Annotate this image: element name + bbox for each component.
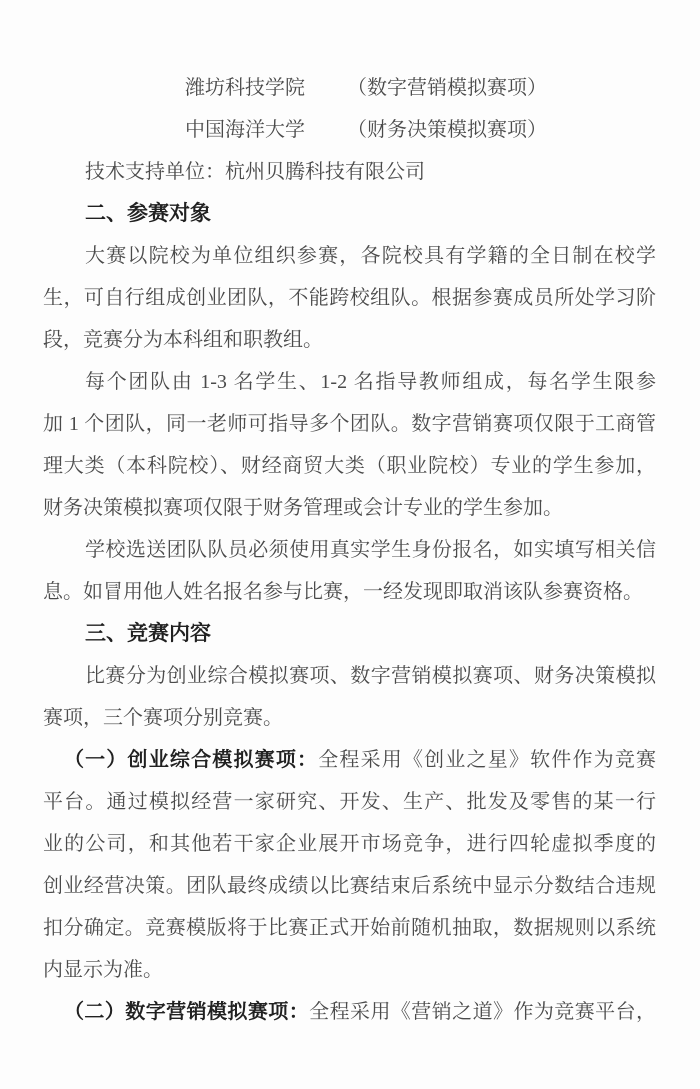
text-line: 大赛以院校为单位组织参赛，各院校具有学籍的全日制在校学 [85, 245, 656, 267]
text-line: 财务决策模拟赛项仅限于财务管理或会计专业的学生参加。 [43, 497, 563, 519]
text-line: 加 1 个团队，同一老师可指导多个团队。数字营销赛项仅限于工商管 [43, 413, 656, 435]
text-line: （二）数字营销模拟赛项：全程采用《营销之道》作为竞赛平台， [64, 1001, 657, 1023]
school-name: 潍坊科技学院 [185, 77, 305, 99]
paragraph [43, 991, 656, 1033]
text-line: 生，可自行组成创业团队，不能跨校组队。根据参赛成员所处学习阶 [43, 287, 656, 309]
paragraph [43, 361, 656, 529]
text-line: 业的公司，和其他若干家企业展开市场竞争，进行四轮虚拟季度的 [43, 833, 656, 855]
text-line: 比赛分为创业综合模拟赛项、数字营销模拟赛项、财务决策模拟 [85, 665, 656, 687]
text-line: 平台。通过模拟经营一家研究、开发、生产、批发及零售的某一行 [43, 791, 656, 813]
section-heading: 三、竞赛内容 [85, 622, 211, 645]
text-line: 每个团队由 1-3 名学生、1-2 名指导教师组成，每名学生限参 [85, 371, 656, 393]
text-line: 扣分确定。竞赛模版将于比赛正式开始前随机抽取，数据规则以系统 [43, 917, 656, 939]
text-line: （一）创业综合模拟赛项：全程采用《创业之星》软件作为竞赛 [64, 749, 657, 771]
tech-support-line: 技术支持单位：杭州贝腾科技有限公司 [85, 161, 425, 183]
text-line: 创业经营决策。团队最终成绩以比赛结束后系统中显示分数结合违规 [43, 875, 656, 897]
bold-lead: （一）创业综合模拟赛项： [64, 749, 319, 771]
paragraph [43, 235, 656, 361]
document-body [43, 67, 656, 1033]
section-heading: 二、参赛对象 [85, 202, 211, 225]
text-line: 息。如冒用他人姓名报名参与比赛，一经发现即取消该队参赛资格。 [43, 581, 643, 603]
paragraph [43, 739, 656, 991]
school-name: 中国海洋大学 [185, 119, 305, 141]
text-line: 段，竞赛分为本科组和职教组。 [43, 329, 323, 351]
text-line: 学校选送团队队员必须使用真实学生身份报名，如实填写相关信 [85, 539, 656, 561]
award-line [43, 109, 656, 151]
paragraph [43, 655, 656, 739]
text-line: 赛项，三个赛项分别竞赛。 [43, 707, 283, 729]
text-line: 理大类（本科院校）、财经商贸大类（职业院校）专业的学生参加， [43, 455, 656, 477]
event-name: （数字营销模拟赛项） [347, 77, 547, 99]
event-name: （财务决策模拟赛项） [347, 119, 547, 141]
paragraph [43, 529, 656, 613]
text-line: 内显示为准。 [43, 959, 163, 981]
bold-lead: （二）数字营销模拟赛项： [64, 1001, 310, 1023]
award-line [43, 67, 656, 109]
